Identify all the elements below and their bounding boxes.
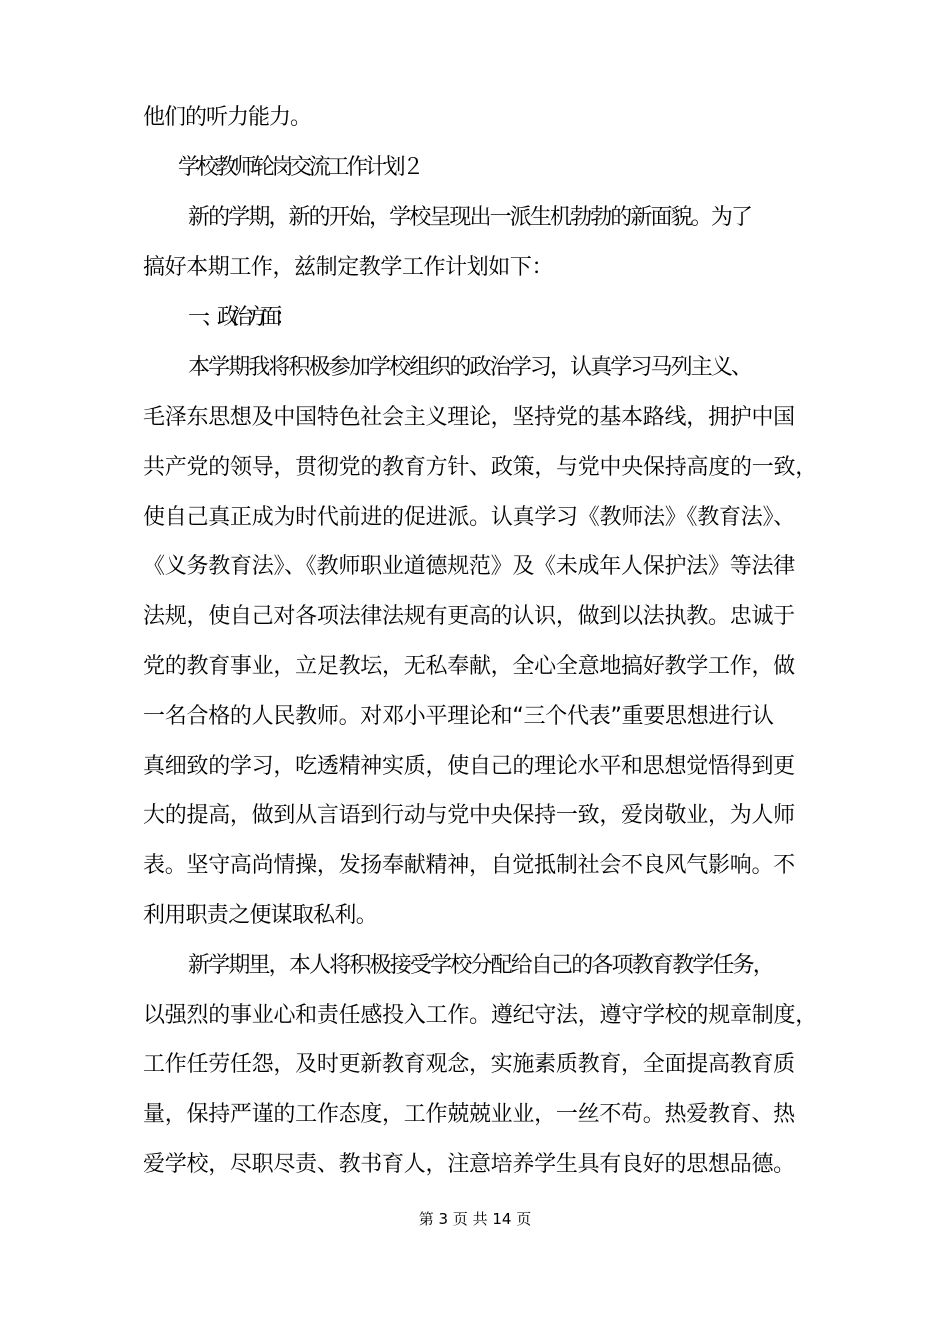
- text-line: 工作任劳任怨，及时更新教育观念，实施素质教育，全面提高教育质: [143, 1052, 795, 1077]
- text-line: 爱学校，尽职尽责、教书育人，注意培养学生具有良好的思想品德。: [143, 1152, 795, 1177]
- text-line: 本学期我将积极参加学校组织的政治学习，认真学习马列主义、: [188, 355, 752, 380]
- section-title: 学校教师轮岗交流工作计划２: [178, 155, 421, 180]
- text-line: 利用职责之便谋取私利。: [143, 903, 377, 928]
- text-line: 新的学期，新的开始，学校呈现出一派生机勃勃的新面貌。为了: [188, 205, 752, 230]
- text-line: 以强烈的事业心和责任感投入工作。遵纪守法，遵守学校的规章制度，: [143, 1003, 817, 1028]
- subheading: 一、政治方面：: [188, 305, 290, 330]
- text-line: 真细致的学习，吃透精神实质，使自己的理论水平和思想觉悟得到更: [143, 754, 795, 779]
- text-line: 共产党的领导，贯彻党的教育方针、政策，与党中央保持高度的一致，: [143, 455, 817, 480]
- text-line: 新学期里，本人将积极接受学校分配给自己的各项教育教学任务，: [188, 953, 773, 978]
- text-line: 毛泽东思想及中国特色社会主义理论，坚持党的基本路线，拥护中国: [143, 405, 795, 430]
- text-line: 《义务教育法》、《教师职业道德规范》及《未成年人保护法》等法律: [143, 554, 795, 579]
- text-line: 搞好本期工作，兹制定教学工作计划如下：: [143, 255, 554, 280]
- text-line: 量，保持严谨的工作态度，工作兢兢业业，一丝不苟。热爱教育、热: [143, 1102, 795, 1127]
- text-line: 表。坚守高尚情操，发扬奉献精神，自觉抵制社会不良风气影响。不: [143, 853, 795, 878]
- text-line: 大的提高，做到从言语到行动与党中央保持一致，爱岗敬业，为人师: [143, 803, 795, 828]
- text-line: 法规，使自己对各项法律法规有更高的认识，做到以法执教。忠诚于: [143, 604, 795, 629]
- text-line: 使自己真正成为时代前进的促进派。认真学习《教师法》《教育法》、: [143, 505, 795, 530]
- text-line: 一名合格的人民教师。对邓小平理论和“三个代表”重要思想进行认: [143, 704, 774, 729]
- text-line: 党的教育事业，立足教坛，无私奉献，全心全意地搞好教学工作，做: [143, 654, 795, 679]
- page-number: 第 3 页 共 14 页: [418, 1210, 532, 1228]
- text-line: 他们的听力能力。: [143, 105, 312, 130]
